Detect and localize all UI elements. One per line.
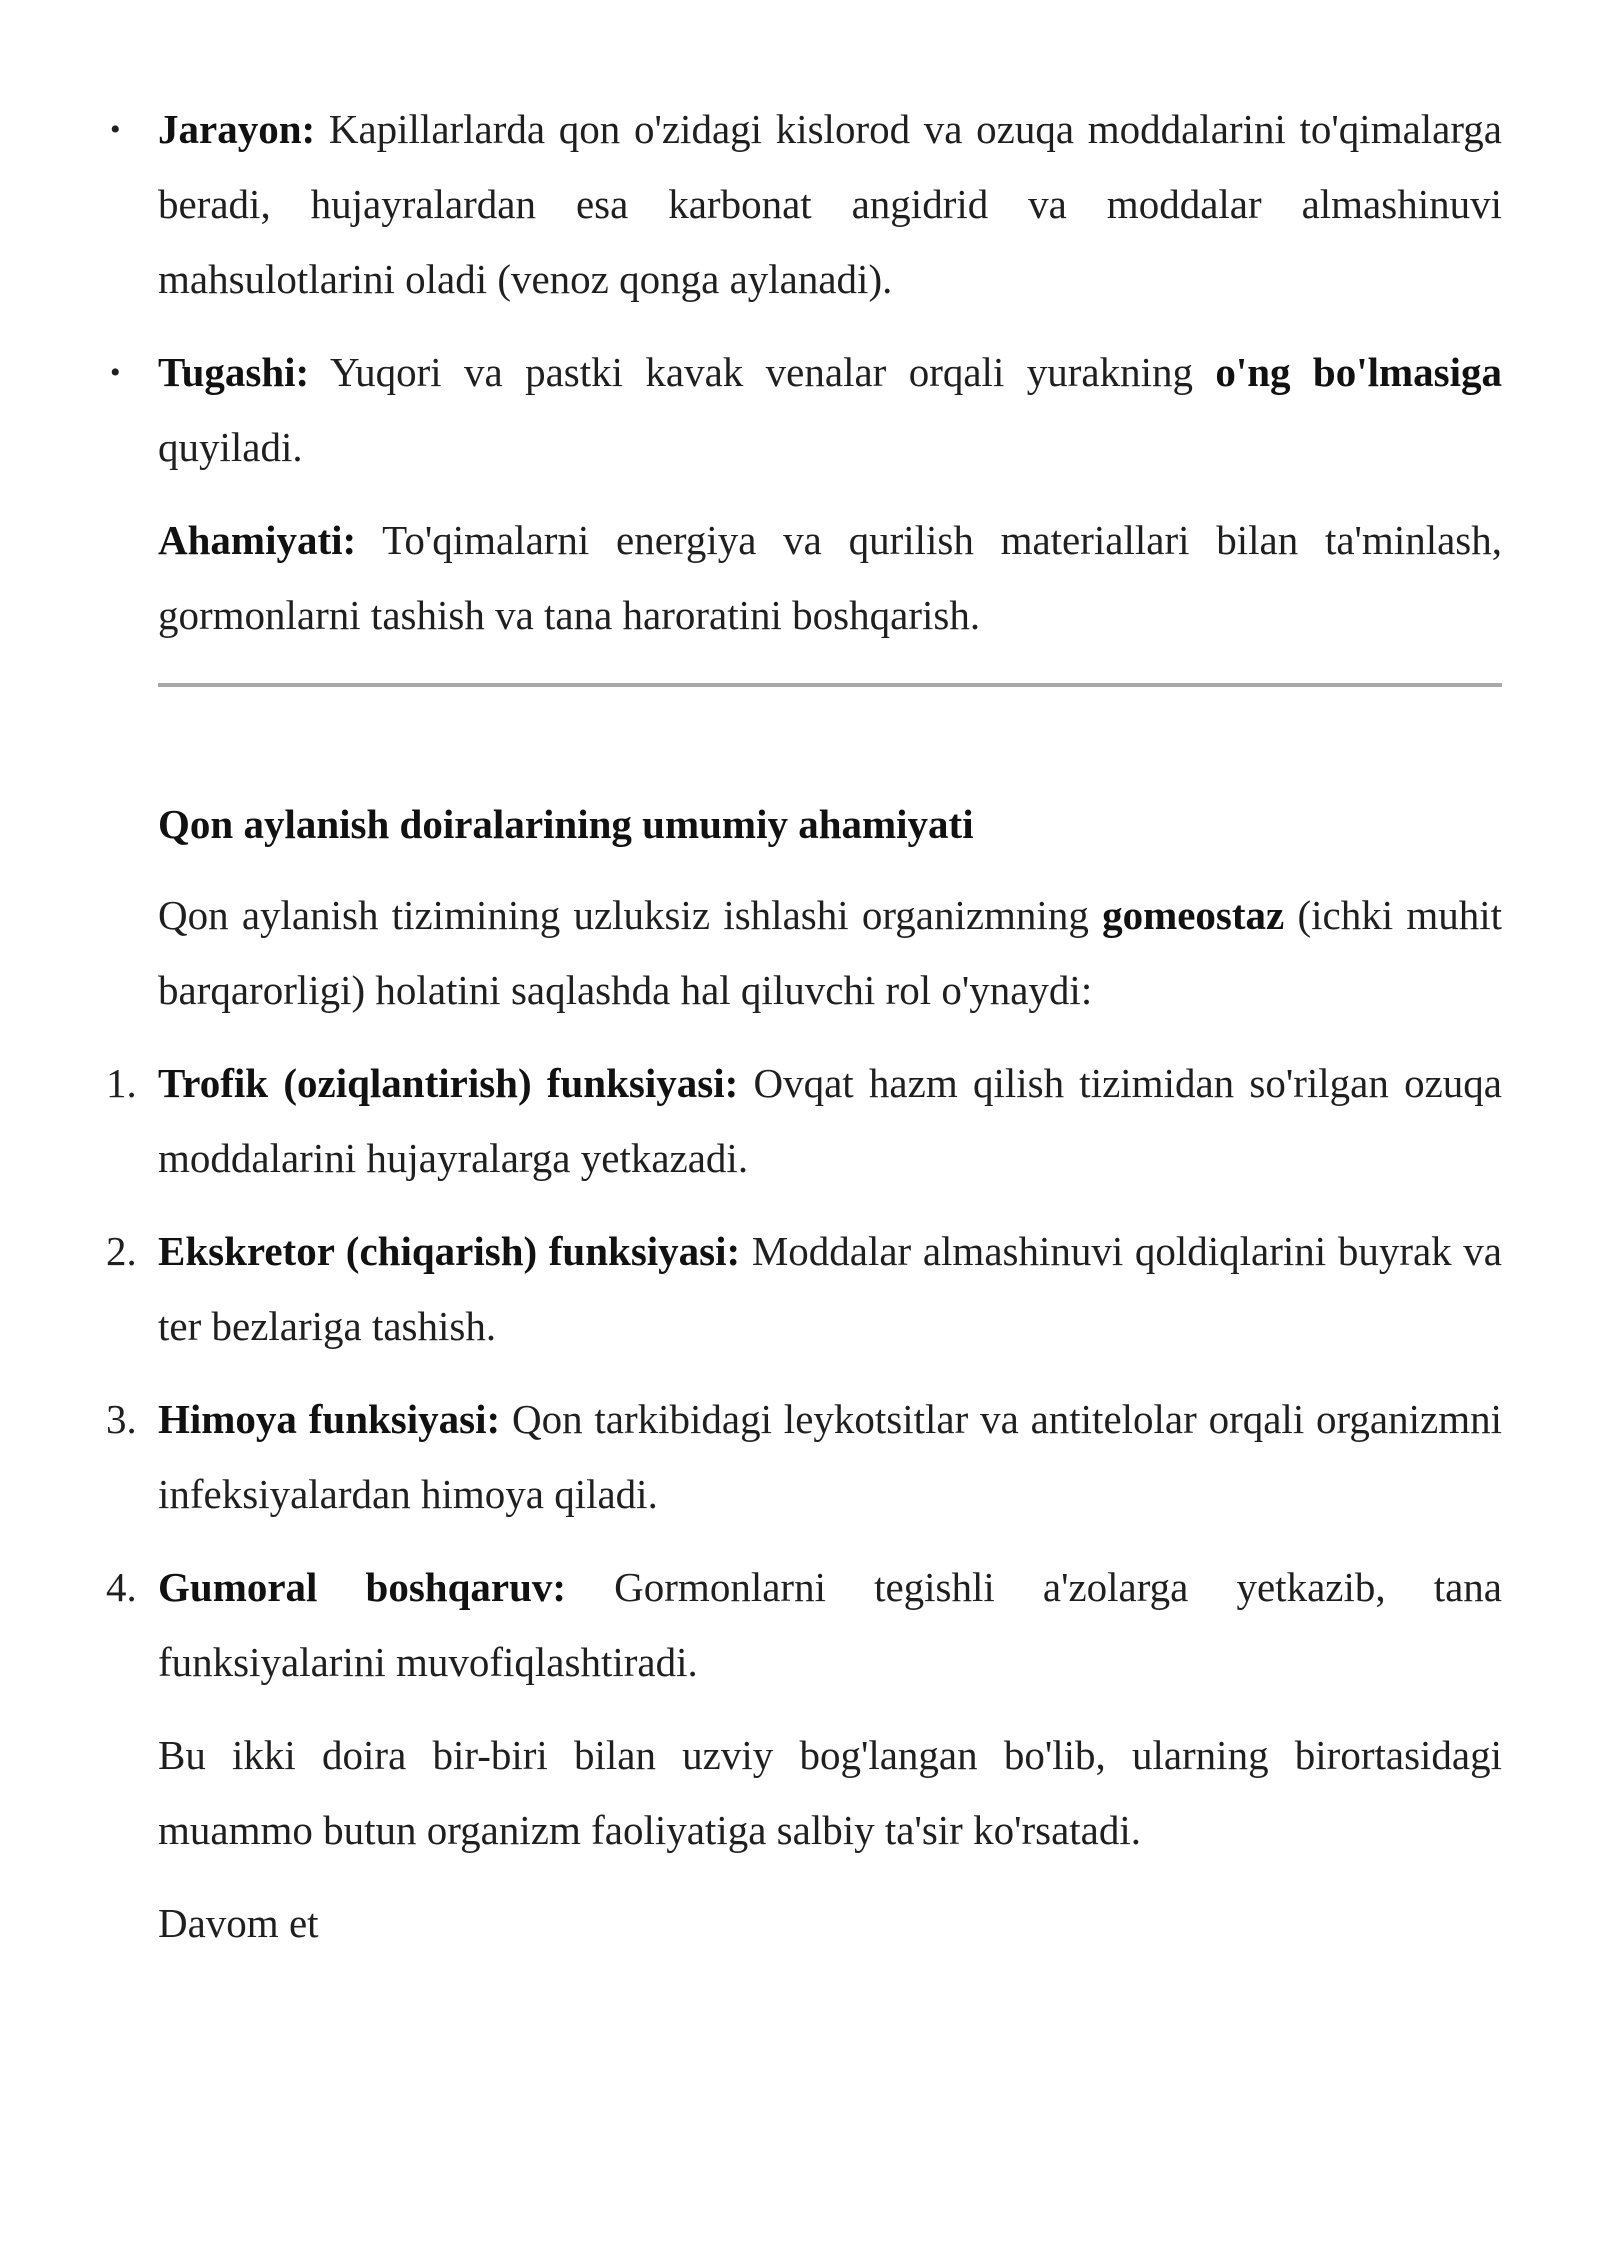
importance-paragraph [158, 503, 1502, 653]
function-label: Ekskretor (chiqarish) funksiyasi: [158, 1228, 741, 1274]
intro-text: Qon aylanish tizimining uzluksiz ishlashi organizmning [158, 892, 1103, 938]
intro-bold-term: gomeostaz [1102, 892, 1285, 938]
list-number: 4. [106, 1564, 137, 1610]
intro-text-end: (ichki muhit barqarorligi) holatini saqlashda hal qiluvchi rol o'ynaydi: [158, 892, 1502, 1013]
function-item-trofik [106, 1046, 1502, 1196]
horizontal-divider [158, 683, 1502, 687]
conclusion-paragraph: Bu ikki doira bir-biri bilan uzviy bog'langan bo'lib, ularning birortasidagi muammo butun organizm faoliyatiga salbiy ta'sir ko'rsatadi. [158, 1732, 1502, 1853]
list-number: 3. [106, 1396, 137, 1442]
section-intro [158, 878, 1502, 1028]
bullet-label: Jarayon: [158, 106, 316, 152]
function-item-gumoral [106, 1550, 1502, 1700]
function-item-himoya [106, 1382, 1502, 1532]
function-label: Trofik (oziqlantirish) funksiyasi: [158, 1060, 739, 1106]
bullet-icon: • [110, 113, 121, 146]
list-number: 1. [106, 1060, 137, 1106]
continue-text: Davom et [158, 1900, 319, 1946]
function-text: Ovqat hazm qilish tizimidan so'rilgan ozuqa moddalarini hujayralarga yetkazadi. [158, 1060, 1502, 1181]
importance-label: Ahamiyati: [158, 517, 357, 563]
bullet-icon: • [110, 356, 121, 389]
bullet-text: Yuqori va pastki kavak venalar orqali yurakning [309, 349, 1216, 395]
importance-text: To'qimalarni energiya va qurilish materiallari bilan ta'minlash, gormonlarni tashish va tana haroratini boshqarish. [158, 517, 1502, 638]
bullet-label: Tugashi: [158, 349, 310, 395]
bullet-text-end: quyiladi. [158, 424, 303, 470]
list-number: 2. [106, 1228, 137, 1274]
bullet-item-tugashi [110, 335, 1502, 485]
bullet-bold-term: o'ng bo'lmasiga [1215, 349, 1502, 395]
bullet-item-jarayon [110, 92, 1502, 317]
function-text: Gormonlarni tegishli a'zolarga yetkazib, tana funksiyalarini muvofiqlashtiradi. [158, 1564, 1502, 1685]
function-label: Himoya funksiyasi: [158, 1396, 501, 1442]
section-heading: Qon aylanish doiralarining umumiy ahamiyati [158, 801, 974, 847]
function-text: Moddalar almashinuvi qoldiqlarini buyrak va ter bezlariga tashish. [158, 1228, 1502, 1349]
function-item-ekskretor [106, 1214, 1502, 1364]
function-label: Gumoral boshqaruv: [158, 1564, 567, 1610]
function-text: Qon tarkibidagi leykotsitlar va antitelolar orqali organizmni infeksiyalardan himoya qiladi. [158, 1396, 1502, 1517]
bullet-text: Kapillarlarda qon o'zidagi kislorod va ozuqa moddalarini to'qimalarga beradi, hujayralardan esa karbonat angidrid va moddalar almashinuvi mahsulotlarini oladi (venoz qonga aylanadi). [158, 106, 1502, 302]
document-page [106, 92, 1502, 1961]
